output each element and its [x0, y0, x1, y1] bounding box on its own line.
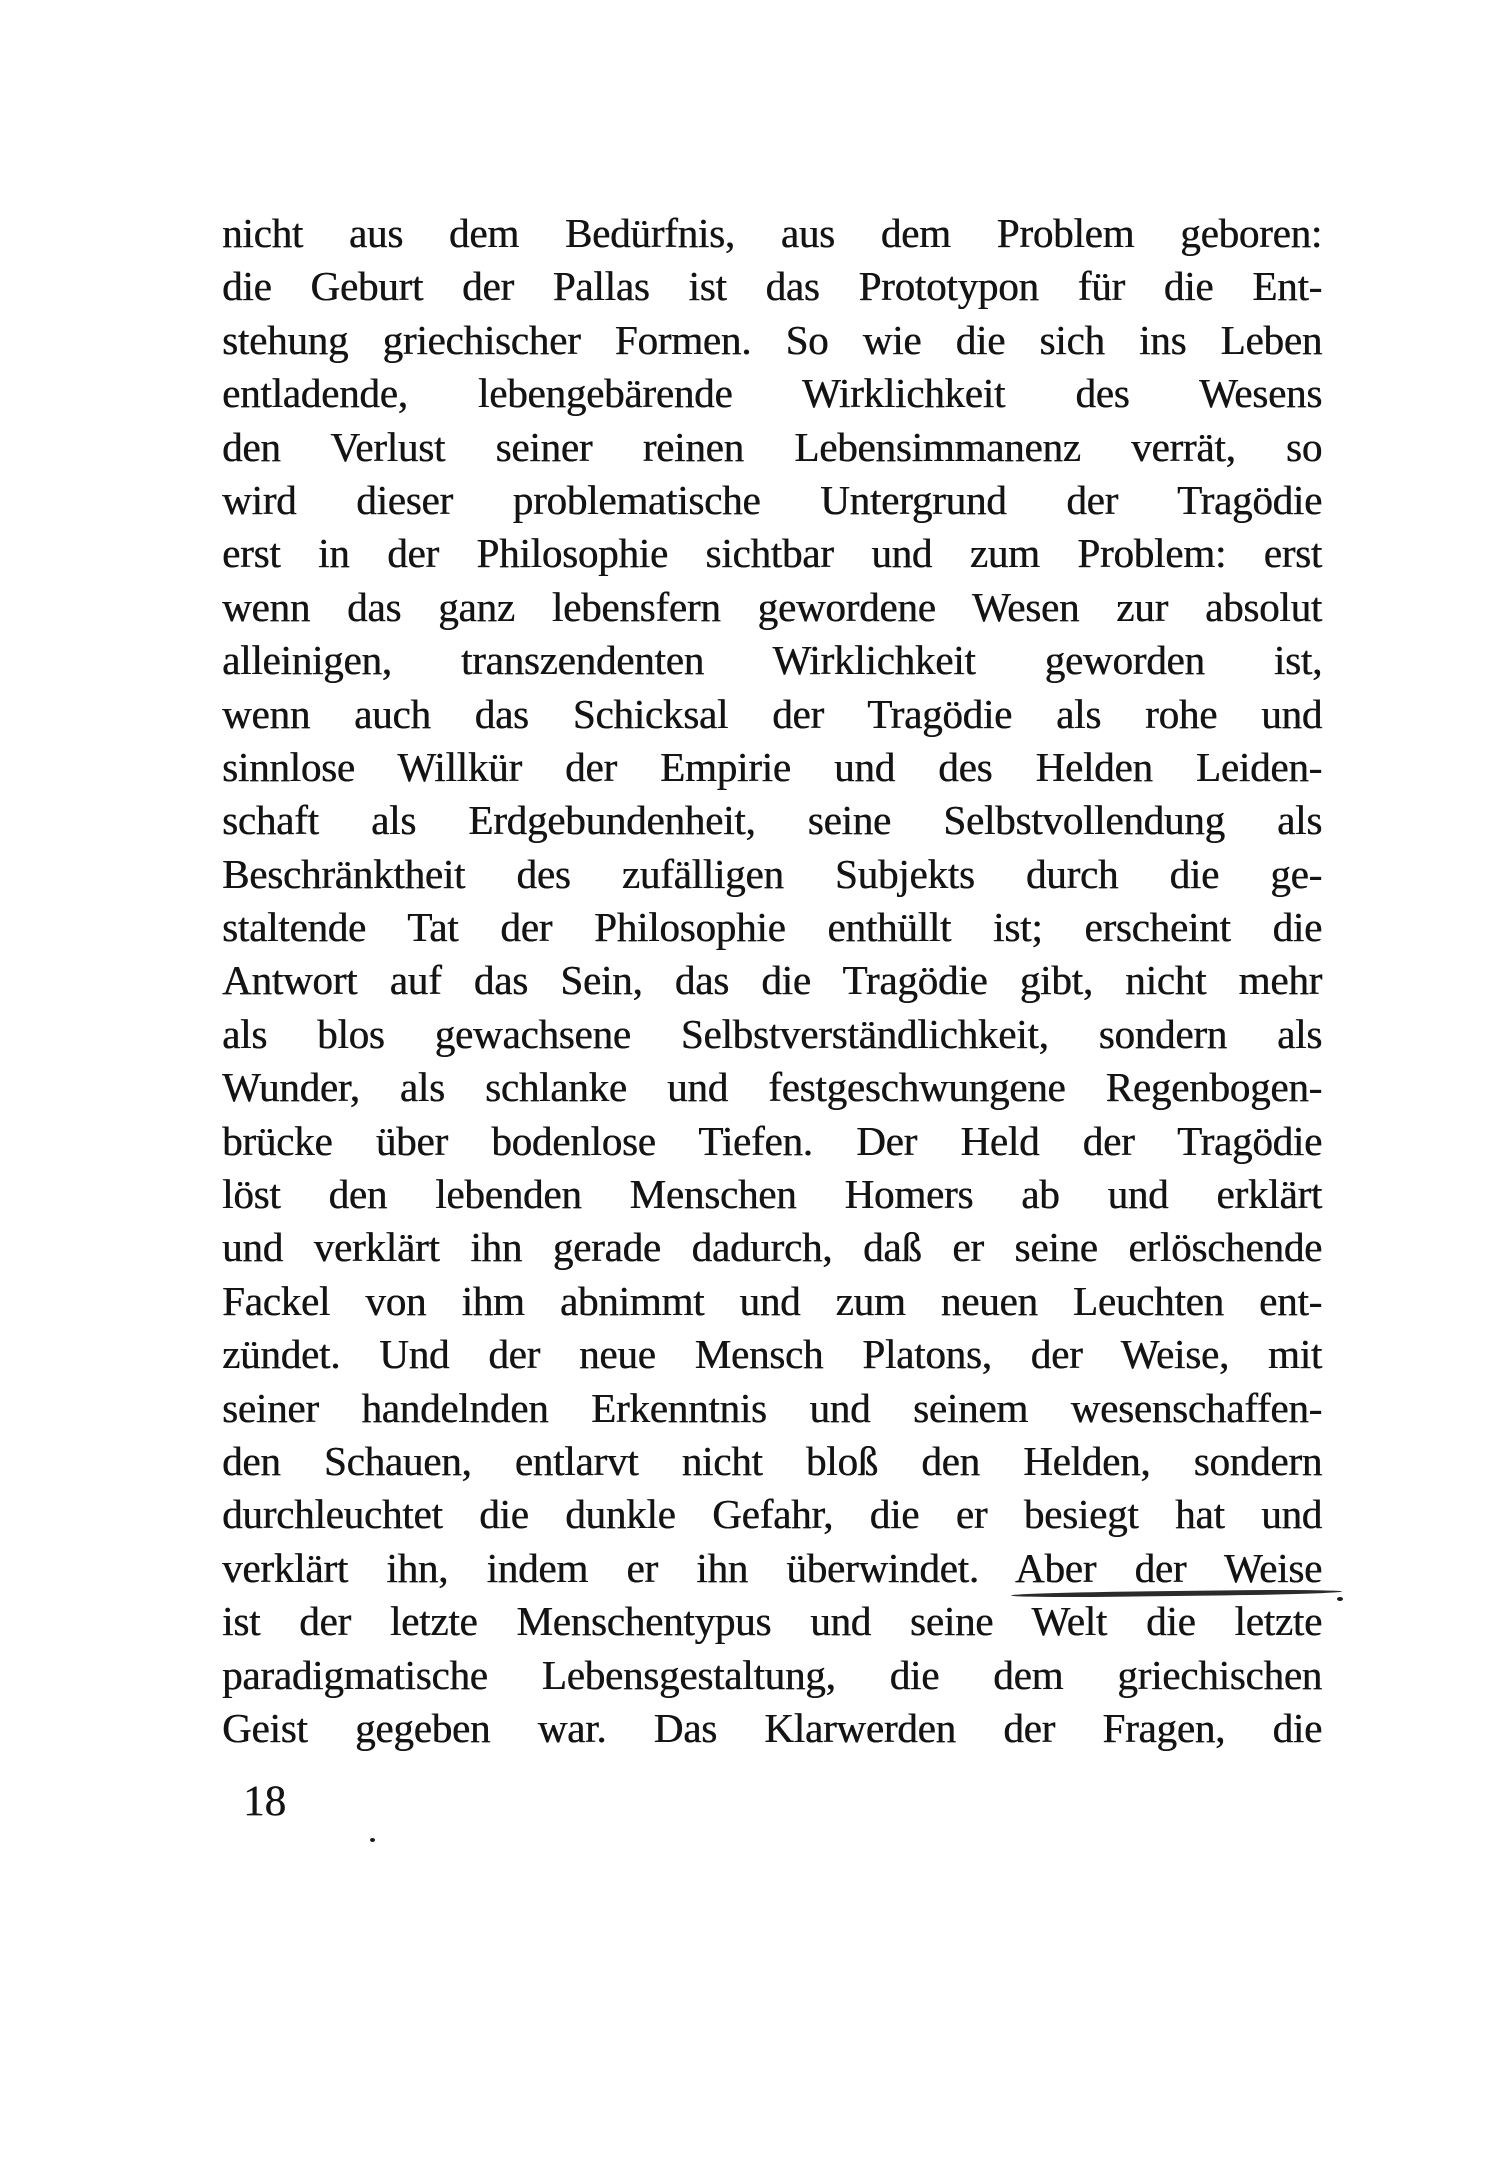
scan-speck [370, 1838, 375, 1842]
text-line: wenn das ganz lebensfern gewordene Wesen zur absolut [222, 583, 1322, 630]
text-line: wenn auch das Schicksal der Tragödie als rohe und [222, 690, 1322, 737]
text-line: den Verlust seiner reinen Lebensimmanenz verrät, so [222, 423, 1322, 470]
text-line: Fackel von ihm abnimmt und zum neuen Leuchten ent- [222, 1277, 1322, 1324]
text-line: den Schauen, entlarvt nicht bloß den Helden, sondern [222, 1437, 1322, 1484]
text-line: sinnlose Willkür der Empirie und des Helden Leiden- [222, 743, 1322, 790]
text-line: entladende, lebengebärende Wirklichkeit des Wesens [222, 370, 1322, 417]
text-line: brücke über bodenlose Tiefen. Der Held der Tragödie [222, 1117, 1322, 1164]
text-line: als blos gewachsene Selbstverständlichkeit, sondern als [222, 1010, 1322, 1057]
text-line: und verklärt ihn gerade dadurch, daß er seine erlöschende [222, 1224, 1322, 1271]
text-line: seiner handelnden Erkenntnis und seinem wesenschaffen- [222, 1384, 1322, 1431]
text-line: ist der letzte Menschentypus und seine Welt die letzte [222, 1598, 1322, 1645]
text-line: Wunder, als schlanke und festgeschwungene Regenbogen- [222, 1064, 1322, 1111]
text-line: Geist gegeben war. Das Klarwerden der Fragen, die [222, 1704, 1322, 1751]
text-line: staltende Tat der Philosophie enthüllt ist; erscheint die [222, 904, 1322, 951]
pencil-underline-mark: Aber der Weise [1014, 1544, 1322, 1591]
text-line: löst den lebenden Menschen Homers ab und erklärt [222, 1171, 1322, 1218]
text-line: paradigmatische Lebensgestaltung, die dem griechischen [222, 1651, 1322, 1698]
body-text [222, 207, 1322, 1755]
text-line: wird dieser problematische Untergrund der Tragödie [222, 476, 1322, 523]
text-line: stehung griechischer Formen. So wie die sich ins Leben [222, 316, 1322, 363]
text-line: alleinigen, transzendenten Wirklichkeit geworden ist, [222, 637, 1322, 684]
text-line: Beschränktheit des zufälligen Subjekts durch die ge- [222, 850, 1322, 897]
text-line: zündet. Und der neue Mensch Platons, der Weise, mit [222, 1331, 1322, 1378]
text-line: nicht aus dem Bedürfnis, aus dem Problem geboren: [222, 210, 1322, 256]
text-line: schaft als Erdgebundenheit, seine Selbstvollendung als [222, 797, 1322, 844]
text-line: erst in der Philosophie sichtbar und zum Problem: erst [222, 530, 1322, 577]
text-line: verklärt ihn, indem er ihn überwindet. Aber der Weise [222, 1544, 1322, 1591]
page-number: 18 [243, 1778, 286, 1825]
text-line: durchleuchtet die dunkle Gefahr, die er besiegt hat und [222, 1491, 1322, 1538]
scan-speck [1337, 1597, 1343, 1601]
text-line: Antwort auf das Sein, das die Tragödie gibt, nicht mehr [222, 957, 1322, 1004]
text-line: die Geburt der Pallas ist das Prototypon für die Ent- [222, 263, 1322, 310]
